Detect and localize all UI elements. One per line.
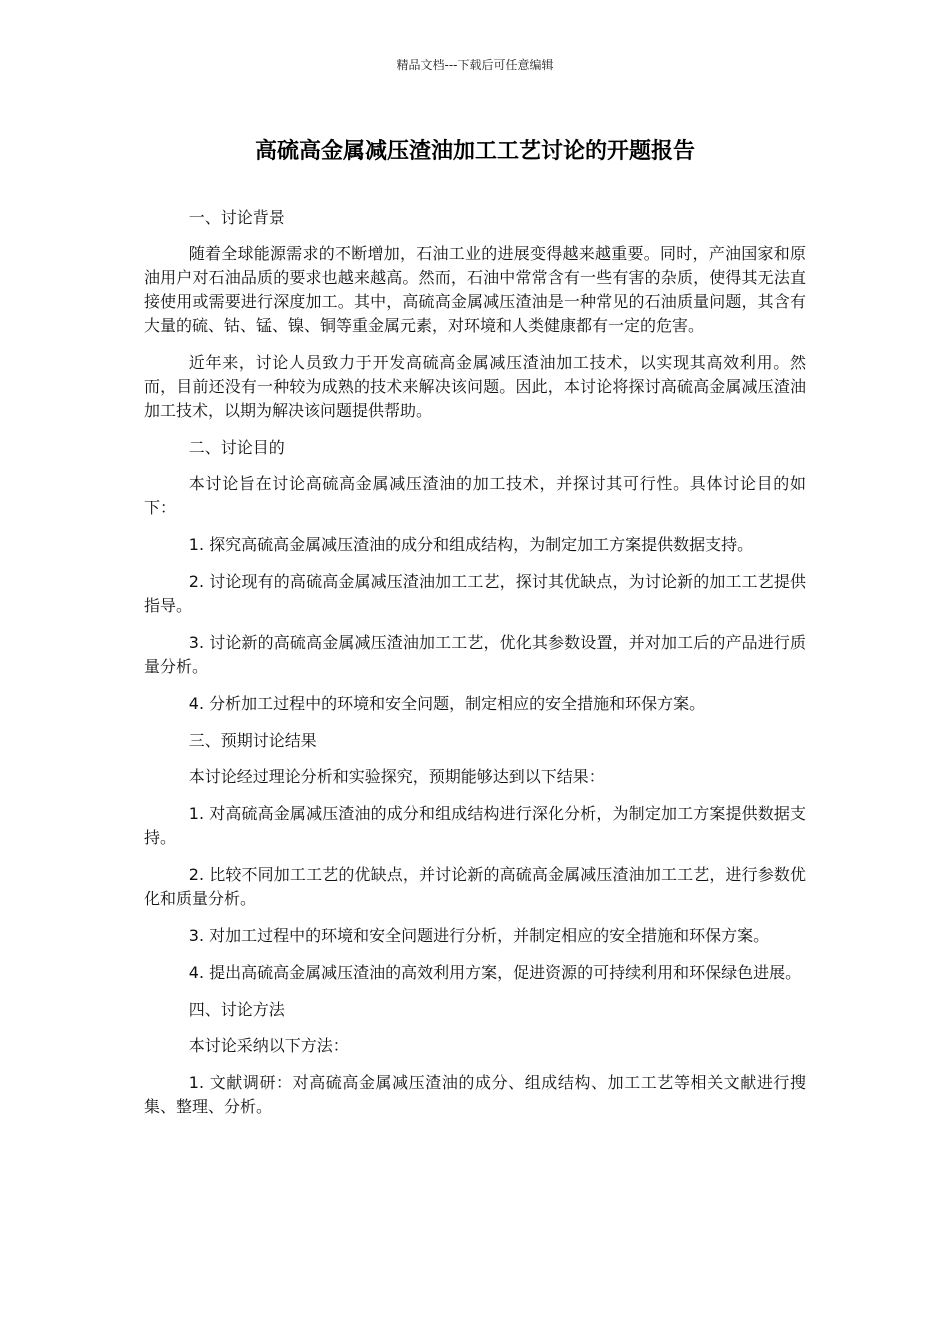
section-heading-methods: 四、讨论方法	[188, 1000, 285, 1019]
paragraph: 本讨论采纳以下方法：	[188, 1036, 349, 1055]
list-item: 3. 讨论新的高硫高金属减压渣油加工工艺，优化其参数设置，并对加工后的产品进行质量分析。	[144, 633, 806, 676]
document-body	[144, 206, 806, 1132]
header-note: 精品文档---下载后可任意编辑	[396, 58, 554, 72]
list-item: 1. 对高硫高金属减压渣油的成分和组成结构进行深化分析，为制定加工方案提供数据支持。	[144, 804, 806, 847]
section-heading-purpose: 二、讨论目的	[188, 438, 285, 457]
list-item: 4. 提出高硫高金属减压渣油的高效利用方案，促进资源的可持续利用和环保绿色进展。	[188, 963, 802, 982]
list-item: 2. 讨论现有的高硫高金属减压渣油加工工艺，探讨其优缺点，为讨论新的加工工艺提供指导。	[144, 572, 806, 615]
paragraph: 本讨论旨在讨论高硫高金属减压渣油的加工技术，并探讨其可行性。具体讨论目的如下：	[144, 474, 806, 517]
list-item: 1. 探究高硫高金属减压渣油的成分和组成结构，为制定加工方案提供数据支持。	[188, 535, 754, 554]
paragraph: 本讨论经过理论分析和实验探究，预期能够达到以下结果：	[188, 767, 605, 786]
list-item: 2. 比较不同加工工艺的优缺点，并讨论新的高硫高金属减压渣油加工工艺，进行参数优化和质量分析。	[144, 865, 806, 908]
paragraph: 近年来，讨论人员致力于开发高硫高金属减压渣油加工技术，以实现其高效利用。然而，目前还没有一种较为成熟的技术来解决该问题。因此，本讨论将探讨高硫高金属减压渣油加工技术，以期为解决该问题提供帮助。	[144, 353, 806, 420]
paragraph: 随着全球能源需求的不断增加，石油工业的进展变得越来越重要。同时，产油国家和原油用户对石油品质的要求也越来越高。然而，石油中常常含有一些有害的杂质，使得其无法直接使用或需要进行深度加工。其中，高硫高金属减压渣油是一种常见的石油质量问题，其含有大量的硫、钴、锰、镍、铜等重金属元素，对环境和人类健康都有一定的危害。	[144, 244, 806, 335]
list-item: 1. 文献调研：对高硫高金属减压渣油的成分、组成结构、加工工艺等相关文献进行搜集、整理、分析。	[144, 1073, 806, 1116]
section-heading-background: 一、讨论背景	[188, 208, 285, 227]
list-item: 4. 分析加工过程中的环境和安全问题，制定相应的安全措施和环保方案。	[188, 694, 706, 713]
section-heading-expected-results: 三、预期讨论结果	[188, 731, 317, 750]
list-item: 3. 对加工过程中的环境和安全问题进行分析，并制定相应的安全措施和环保方案。	[188, 926, 770, 945]
document-title: 高硫高金属减压渣油加工工艺讨论的开题报告	[254, 139, 695, 164]
